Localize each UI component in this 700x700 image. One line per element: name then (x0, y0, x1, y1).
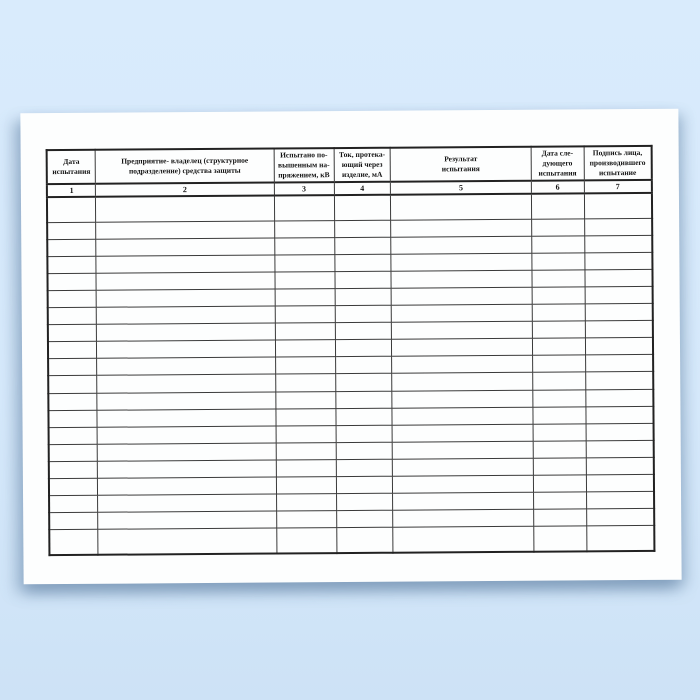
empty-cell (49, 444, 98, 461)
empty-cell (391, 253, 532, 271)
empty-cell (392, 305, 533, 323)
empty-cell (47, 273, 96, 290)
empty-cell (335, 374, 392, 391)
empty-cell (393, 526, 534, 553)
empty-cell (48, 291, 97, 308)
empty-cell (98, 460, 277, 478)
empty-cell (531, 193, 584, 219)
empty-cell (276, 408, 336, 425)
empty-cell (96, 238, 275, 256)
empty-cell (335, 357, 392, 374)
empty-cell (533, 492, 586, 509)
empty-cell (533, 389, 586, 406)
empty-cell (585, 338, 653, 356)
column-number: 7 (584, 180, 652, 193)
empty-cell (533, 509, 586, 526)
empty-cell (392, 356, 533, 374)
empty-cell (98, 528, 277, 555)
empty-cell (392, 373, 533, 391)
empty-cell (97, 409, 276, 427)
empty-cell (586, 508, 654, 526)
empty-cell (276, 510, 336, 527)
empty-cell (334, 220, 391, 237)
empty-cell (335, 323, 392, 340)
empty-cell (586, 474, 654, 492)
column-number: 1 (47, 184, 96, 197)
empty-cell (532, 287, 585, 304)
empty-cell (392, 390, 533, 408)
empty-cell (584, 236, 652, 254)
empty-cell (275, 323, 335, 340)
empty-cell (586, 440, 654, 458)
empty-cell (49, 512, 98, 529)
empty-cell (276, 425, 336, 442)
empty-cell (97, 426, 276, 444)
empty-cell (275, 289, 335, 306)
empty-cell (334, 237, 391, 254)
column-header-signature: Подпись лица, производившего испытание (584, 146, 652, 180)
column-header-owner-enterprise: Предприятие- владелец (структурное подразделение) средства защиты (95, 149, 274, 184)
column-number: 2 (96, 183, 275, 197)
empty-cell (392, 441, 533, 459)
empty-cell (47, 256, 96, 273)
empty-cell (274, 221, 334, 238)
empty-cell (274, 238, 334, 255)
empty-cell (391, 219, 532, 237)
empty-cell (47, 197, 96, 223)
table-row (49, 525, 654, 555)
empty-cell (586, 457, 654, 475)
empty-cell (274, 195, 334, 221)
empty-cell (49, 427, 98, 444)
empty-cell (584, 193, 652, 219)
empty-cell (49, 461, 98, 478)
empty-cell (391, 236, 532, 254)
empty-cell (336, 510, 393, 527)
empty-cell (586, 406, 654, 424)
empty-cell (47, 239, 96, 256)
empty-cell (393, 492, 534, 510)
empty-cell (275, 306, 335, 323)
empty-cell (585, 355, 653, 373)
empty-cell (275, 255, 335, 272)
table-header-row (47, 146, 652, 184)
empty-cell (97, 306, 276, 324)
empty-cell (276, 528, 336, 554)
empty-cell (48, 325, 97, 342)
column-header-tested-voltage: Испытано по- вышенным на- пряжением, кВ (274, 148, 334, 182)
column-number: 4 (334, 182, 391, 195)
empty-cell (336, 459, 393, 476)
empty-cell (335, 408, 392, 425)
column-header-test-date: Дата испытания (47, 150, 96, 184)
empty-cell (335, 306, 392, 323)
empty-cell (534, 526, 587, 552)
empty-cell (276, 442, 336, 459)
empty-cell (96, 221, 275, 239)
empty-cell (533, 458, 586, 475)
empty-cell (276, 391, 336, 408)
empty-cell (586, 525, 654, 551)
empty-cell (532, 338, 585, 355)
empty-cell (391, 287, 532, 305)
empty-cell (584, 253, 652, 271)
empty-cell (585, 287, 653, 305)
empty-cell (49, 495, 98, 512)
empty-cell (533, 441, 586, 458)
empty-cell (532, 270, 585, 287)
empty-cell (586, 423, 654, 441)
empty-cell (336, 476, 393, 493)
empty-cell (585, 321, 653, 339)
empty-cell (336, 527, 393, 553)
column-number: 3 (274, 182, 334, 195)
empty-cell (393, 458, 534, 476)
empty-cell (533, 372, 586, 389)
empty-cell (48, 410, 97, 427)
empty-cell (531, 219, 584, 236)
empty-cell (532, 236, 585, 253)
empty-cell (275, 357, 335, 374)
journal-table (46, 145, 656, 556)
empty-cell (98, 494, 277, 512)
empty-cell (97, 323, 276, 341)
empty-cell (276, 459, 336, 476)
column-header-next-test-date: Дата сле- дующего испытания (531, 146, 584, 180)
empty-cell (48, 393, 97, 410)
empty-cell (97, 340, 276, 358)
empty-cell (391, 194, 532, 221)
empty-cell (532, 253, 585, 270)
empty-cell (334, 254, 391, 271)
table-body (47, 193, 654, 555)
empty-cell (335, 340, 392, 357)
empty-cell (334, 271, 391, 288)
empty-cell (97, 392, 276, 410)
empty-cell (585, 389, 653, 407)
empty-cell (532, 355, 585, 372)
empty-cell (48, 308, 97, 325)
empty-cell (532, 304, 585, 321)
empty-cell (533, 406, 586, 423)
empty-cell (584, 218, 652, 236)
empty-cell (585, 270, 653, 288)
empty-cell (393, 475, 534, 493)
empty-cell (335, 288, 392, 305)
empty-cell (391, 270, 532, 288)
empty-cell (336, 493, 393, 510)
paper-sheet (20, 109, 681, 585)
empty-cell (335, 391, 392, 408)
empty-cell (48, 376, 97, 393)
empty-cell (49, 478, 98, 495)
empty-cell (334, 195, 391, 221)
empty-cell (98, 477, 277, 495)
empty-cell (275, 340, 335, 357)
empty-cell (96, 289, 275, 307)
empty-cell (48, 359, 97, 376)
empty-cell (96, 272, 275, 290)
empty-cell (533, 423, 586, 440)
column-number: 5 (391, 181, 532, 195)
empty-cell (392, 322, 533, 340)
empty-cell (97, 375, 276, 393)
empty-cell (276, 493, 336, 510)
empty-cell (97, 357, 276, 375)
empty-cell (276, 476, 336, 493)
empty-cell (96, 196, 275, 223)
empty-cell (393, 509, 534, 527)
empty-cell (48, 342, 97, 359)
empty-cell (47, 222, 96, 239)
empty-cell (275, 272, 335, 289)
column-header-current: Ток, протека- ющий через изделие, мА (334, 148, 391, 182)
empty-cell (96, 255, 275, 273)
empty-cell (98, 511, 277, 529)
column-number: 6 (531, 180, 584, 193)
empty-cell (532, 321, 585, 338)
empty-cell (585, 372, 653, 390)
empty-cell (336, 425, 393, 442)
empty-cell (392, 339, 533, 357)
empty-cell (585, 304, 653, 322)
empty-cell (49, 529, 98, 555)
empty-cell (275, 374, 335, 391)
empty-cell (392, 407, 533, 425)
empty-cell (533, 475, 586, 492)
column-header-test-result: Результат испытания (390, 147, 531, 182)
empty-cell (336, 442, 393, 459)
empty-cell (392, 424, 533, 442)
empty-cell (97, 443, 276, 461)
empty-cell (586, 491, 654, 509)
